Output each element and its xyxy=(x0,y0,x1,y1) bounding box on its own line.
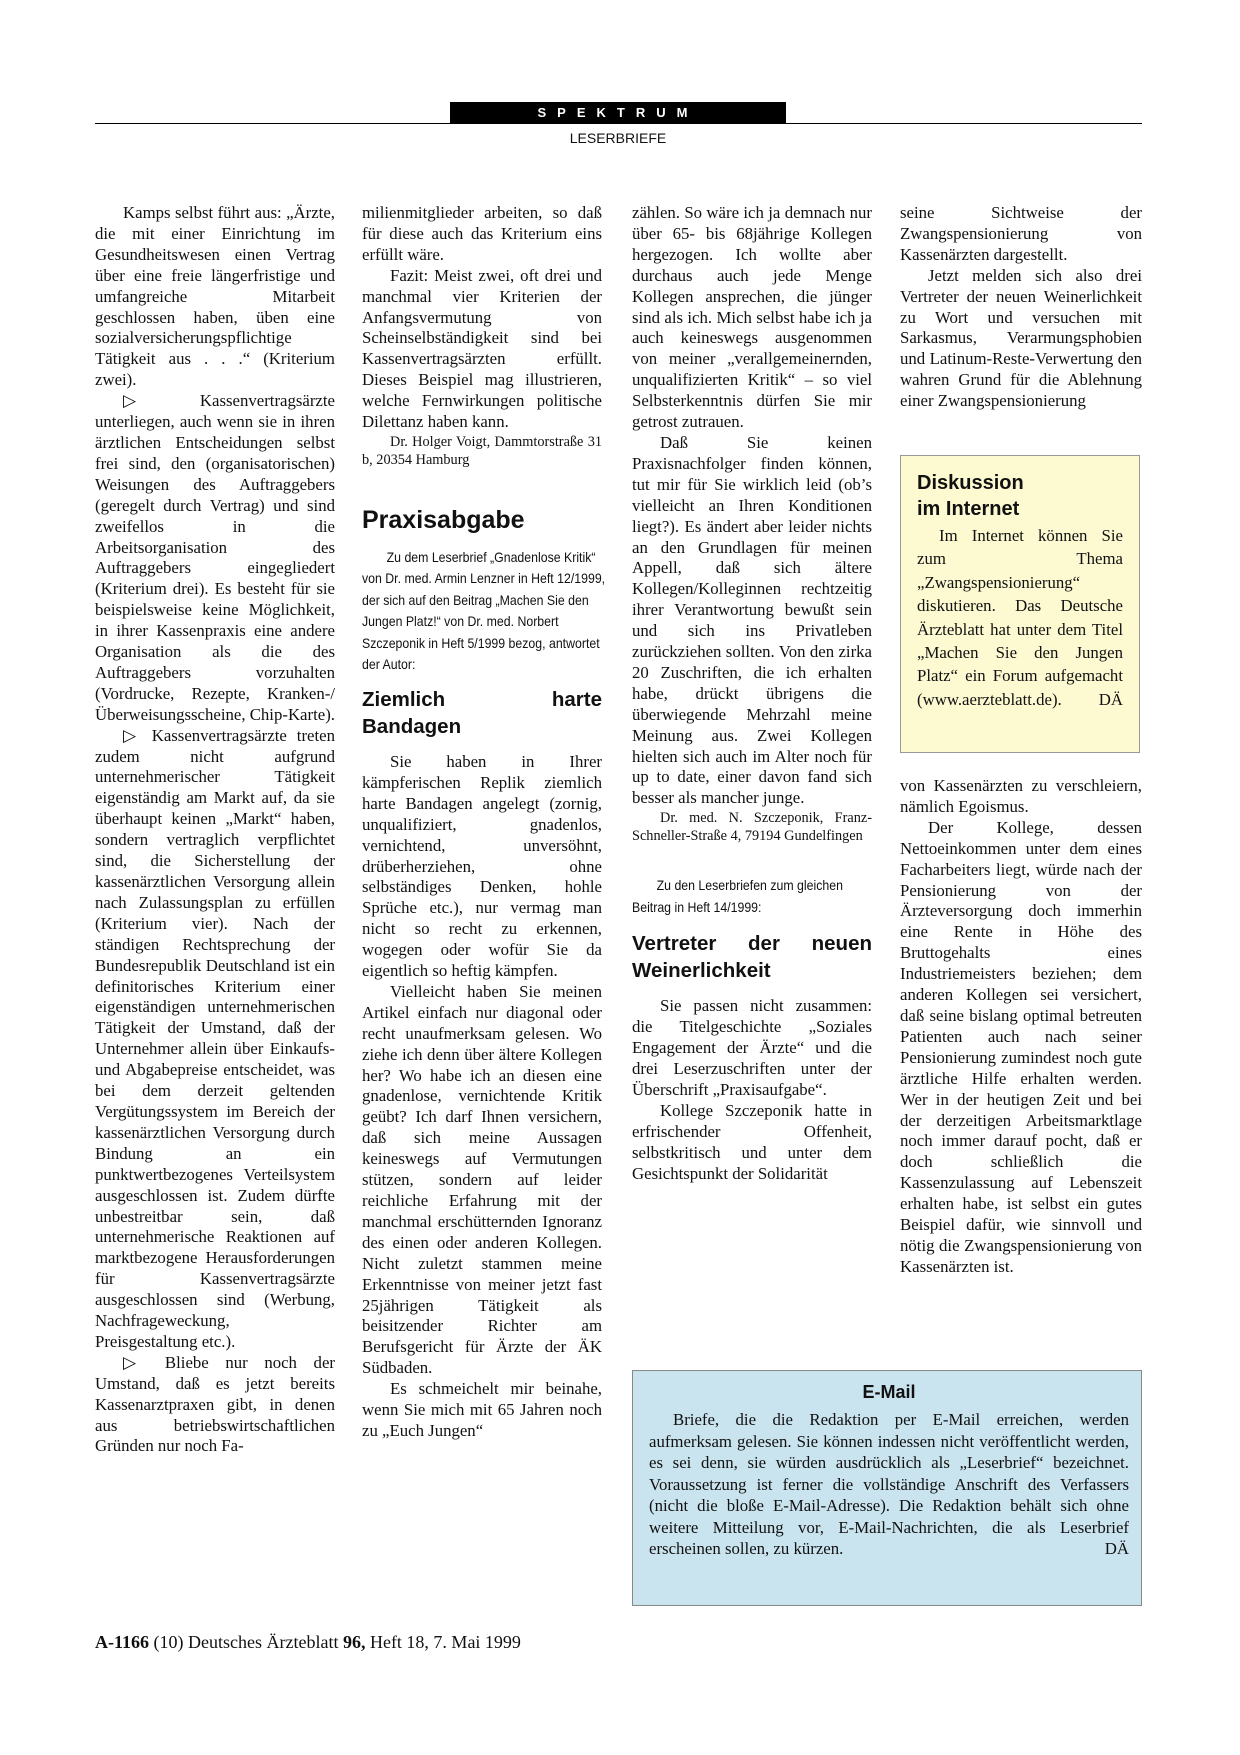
section-header: SPEKTRUM xyxy=(450,102,786,124)
internal-page-number: (10) xyxy=(153,1632,184,1652)
paragraph: Kamps selbst führt aus: „Ärzte, die mit einer Einrichtung im Gesundheitswesen einen Vertrag über eine freie längerfristige und umfangreiche Mitarbeit geschlossen haben, üben eine sozialversicherungspflichtige Tätigkeit aus . . .“ (Kriterium zwei). xyxy=(95,203,335,390)
box-signature: DÄ xyxy=(1104,1539,1129,1558)
subsection-header: LESERBRIEFE xyxy=(569,130,667,146)
paragraph: von Kassenärzten zu verschleiern, nämlich Egoismus. xyxy=(900,776,1142,816)
letter-intro: Zu den Leserbriefen zum gleichen Beitrag in Heft 14/1999: xyxy=(632,877,843,915)
paragraph: Es schmeichelt mir beinahe, wenn Sie mich mit 65 Jahren noch zu „Euch Jungen“ xyxy=(362,1379,602,1440)
letter-title: Ziemlich harte Bandagen xyxy=(362,687,602,738)
box-body: Im Internet können Sie zum Thema „Zwangspensionierung“ diskutieren. Das Deutsche Ärzteblatt hat unter dem Titel „Machen Sie den Jungen Platz“ ein Forum aufgemacht (www.aerzteblatt.de). xyxy=(917,526,1123,709)
box-title xyxy=(917,470,1123,522)
paragraph: seine Sichtweise der Zwangspensionierung von Kassenärzten dargestellt. xyxy=(900,203,1142,264)
header-rule xyxy=(95,123,1142,124)
box-text xyxy=(649,1409,1129,1560)
paragraph: zählen. So wäre ich ja demnach nur über 65- bis 68jährige Kollegen hergezogen. Ich wollte aber durchaus auch jede Menge Kollegen ansprechen, die jünger sind als ich. Mich selbst habe ich ja auch keineswegs ausgenommen von meiner „verallgemeinernden, unqualifizierten Kritik“ – so viel Selbsterkenntnis dürfen Sie mir getrost zutrauen. xyxy=(632,203,872,432)
paragraph: Vielleicht haben Sie meinen Artikel einfach nur diagonal oder recht unaufmerksam gelesen. Wo ziehe ich denn über ältere Kollegen her? Wo habe ich an diesen eine gnadenlose, vernichtende Kritik geübt? Ich darf Ihnen versichern, daß sich meine Aussagen keineswegs auf Vermutungen stützen, sondern auf leider reichliche Erfahrung mit der manchmal erschütternden Ignoranz des einen oder anderen Kollegen. Nicht zuletzt stammen meine Erkenntnisse von meiner jetzt fast 25jährigen Tätigkeit als beisitzender Richter am Berufsgericht für Ärzte der ÄK Südbaden. xyxy=(362,981,602,1378)
rubric-heading: Praxisabgabe xyxy=(362,505,525,534)
column-4-bottom xyxy=(900,776,1142,1278)
letter-intro: Zu dem Leserbrief „Gnadenlose Kritik“ von Dr. med. Armin Lenzner in Heft 12/1999, der sich auf den Beitrag „Machen Sie den Jungen Platz!“ von Dr. med. Norbert Szczeponik in Heft 5/1999 bezog, antwortet der Autor: xyxy=(362,548,606,673)
paragraph: milienmitglieder arbeiten, so daß für diese auch das Kriterium eins erfüllt wäre. xyxy=(362,203,602,264)
paragraph: Kollege Szczeponik hatte in erfrischender Offenheit, selbstkritisch und unter dem Gesichtspunkt der Solidarität xyxy=(632,1100,872,1183)
box-signature: DÄ xyxy=(1098,689,1123,709)
column-2 xyxy=(362,203,606,1442)
page-number: A-1166 xyxy=(95,1632,149,1652)
column-1 xyxy=(95,203,335,1457)
column-4-top xyxy=(900,203,1142,412)
paragraph: Daß Sie keinen Praxisnachfolger finden können, tut mir für Sie wirklich leid (ob’s vielleicht an Ihren Konditionen liegt?). Es ändert aber leider nichts an den Grundlagen für meinen Appell, daß sich ältere Kollegen/Kolleginnen rechtzeitig ihrer Verantwortung bewußt sein und sich ins Privatleben zurückziehen sollten. Von den zirka 20 Zuschriften, die ich erhalten habe, drückt übrigens die überwiegende Mehrzahl meine Meinung aus. Zwei Kollegen hielten sich auch im Alter noch für up to date, einer davon fand sich besser als mancher junge. xyxy=(632,432,872,808)
box-text xyxy=(917,524,1123,711)
issue-date: Heft 18, 7. Mai 1999 xyxy=(369,1632,521,1652)
journal-name: Deutsches Ärzteblatt xyxy=(188,1632,339,1652)
author-signature: Dr. med. N. Szczeponik, Franz-Schneller-Straße 4, 79194 Gundelfingen xyxy=(632,810,872,845)
paragraph: Sie haben in Ihrer kämpferischen Replik ziemlich harte Bandagen angelegt (zornig, unqualifiziert, gnadenlos, vernichtend, unversöhnt, drüberherziehen, ohne selbständiges Denken, hohle Sprüche etc.), nur vermag man nicht so recht zu erkennen, wogegen oder wofür Sie da eigentlich so heftig kämpfen. xyxy=(362,751,602,981)
box-body: Briefe, die die Redaktion per E-Mail erreichen, werden aufmerksam gelesen. Sie können indessen nicht veröffentlicht werden, es sei denn, sie würden ausdrücklich als „Leserbrief“ bezeichnet. Voraussetzung ist ferner die vollständige Anschrift des Verfassers (nicht die bloße E-Mail-Adresse). Die Redaktion behält sich ohne weitere Mitteilung vor, E-Mail-Nachrichten, die als Leserbrief erscheinen sollen, zu kürzen. xyxy=(649,1410,1129,1558)
paragraph: Der Kollege, dessen Nettoeinkommen unter dem eines Facharbeiters liegt, würde nach der Pensionierung von der Ärzteversorgung doch immerhin eine Rente in Höhe des Bruttogehalts eines Industriemeisters beziehen; dem anderen Kollegen sei versichert, daß seine bislang optimal betreuten Patienten auch nach seiner Pensionierung zumindest noch gute ärztliche Hilfe erhalten werden. Wer in der heutigen Zeit und bei der derzeitigen Arbeitsmarktlage noch immer darauf pocht, daß er doch schließlich die Kassenzulassung auf Lebenszeit erhalten habe, ist selbst ein gutes Beispiel dafür, wie sinnvoll und nötig die Zwangspensionierung von Kassenärzten ist. xyxy=(900,817,1142,1276)
paragraph: ▷ Bliebe nur noch der Umstand, daß es jetzt bereits Kassenarztpraxen gibt, in denen aus betriebswirtschaftlichen Gründen nur noch Fa- xyxy=(95,1352,335,1456)
column-3 xyxy=(632,203,872,1184)
paragraph: Jetzt melden sich also drei Vertreter der neuen Weinerlichkeit zu Wort und versuchen mit Sarkasmus, Verarmungsphobien und Latinum-Reste-Verwertung den wahren Grund für die Ablehnung einer Zwangspensionierung xyxy=(900,265,1142,411)
box-title-line: Diskussion xyxy=(917,472,1024,494)
paragraph: Fazit: Meist zwei, oft drei und manchmal vier Kriterien der Anfangsvermutung von Scheinselbständigkeit sind bei Kassenvertragsärzten erfüllt. Dieses Beispiel mag illustrieren, welche Fernwirkungen politische Dilettanz haben kann. xyxy=(362,265,602,432)
box-title-line: im Internet xyxy=(917,498,1020,520)
internet-discussion-box xyxy=(900,455,1140,753)
letter-title: Vertreter der neuen Weinerlichkeit xyxy=(632,932,872,983)
paragraph: ▷ Kassenvertragsärzte treten zudem nicht aufgrund unternehmerischer Tätigkeit eigenständig am Markt auf, da sie überhaupt keinen „Markt“ haben, sondern vertraglich verpflichtet sind, die Sicherstellung der kassenärztlichen Versorgung allein nach Zulassungsplan zu erfüllen (Kriterium vier). Nach der ständigen Rechtsprechung der Bundesrepublik Deutschland ist ein definitorisches Kriterium einer eigenständigen unternehmerischen Tätigkeit der Umstand, daß der Unternehmer allein über Einkaufs- und Abgabepreise entscheidet, was bei dem derzeit geltenden Vergütungssystem im Bereich der kassenärztlichen Versorgung durch Bindung an ein punktwertbezogenes Verteilsystem ausgeschlossen ist. Zudem dürfte unbestreitbar sein, daß unternehmerische Reaktionen auf marktbezogene Herausforderungen für Kassenvertragsärzte ausgeschlossen sind (Werbung, Nachfrageweckung, Preisgestaltung etc.). xyxy=(95,725,335,1351)
page-footer xyxy=(95,1632,521,1653)
email-notice-box xyxy=(632,1370,1142,1606)
author-signature: Dr. Holger Voigt, Dammtorstraße 31 b, 20354 Hamburg xyxy=(362,433,602,468)
box-title: E-Mail xyxy=(862,1382,916,1402)
volume: 96, xyxy=(342,1632,366,1652)
paragraph: Sie passen nicht zusammen: die Titelgeschichte „Soziales Engagement der Ärzte“ und die drei Leserzuschriften unter der Überschrift „Praxisaufgabe“. xyxy=(632,996,872,1099)
paragraph: ▷ Kassenvertragsärzte unterliegen, auch wenn sie in ihren ärztlichen Entscheidungen selbst frei sind, den (organisatorischen) Weisungen des Auftraggebers (geregelt durch Vertrag) und sind zweifellos in die Arbeitsorganisation des Auftraggebers eingegliedert (Kriterium drei). Es besteht für sie beispielsweise keine Möglichkeit, in ihrer Kassenpraxis eine andere Organisation als die des Auftraggebers vorzuhalten (Vordrucke, Rezepte, Kranken-/Überweisungsscheine, Chip-Karte). xyxy=(95,391,335,724)
